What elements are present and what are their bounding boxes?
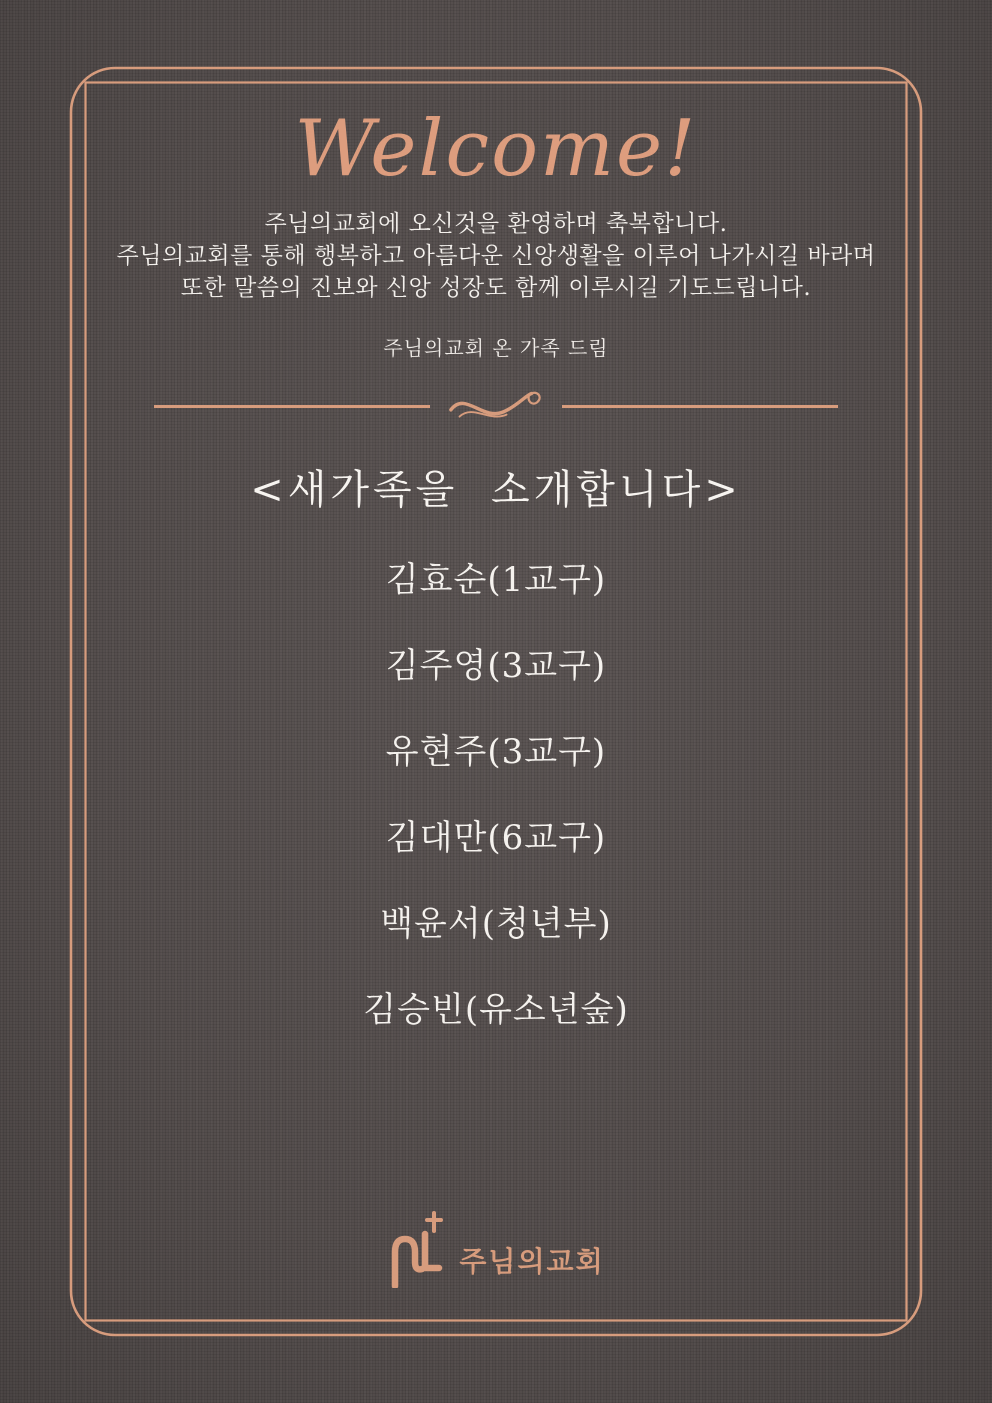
welcome-message bbox=[0, 208, 992, 304]
church-name: 주님의교회 bbox=[459, 1245, 605, 1278]
cross-icon bbox=[427, 1213, 441, 1231]
church-logo bbox=[0, 1210, 992, 1288]
new-family-heading: <새가족을 소개합니다> bbox=[250, 467, 742, 513]
divider-line-right bbox=[562, 405, 838, 408]
welcome-message-line: 또한 말씀의 진보와 신앙 성장도 함께 이루시길 기도드립니다. bbox=[180, 275, 812, 301]
welcome-message-line: 주님의교회에 오신것을 환영하며 축복합니다. bbox=[264, 211, 728, 237]
sender-line: 주님의교회 온 가족 드림 bbox=[383, 336, 609, 360]
flourish-swirl-icon bbox=[448, 384, 544, 428]
member-item: 유현주(3교구) bbox=[385, 732, 607, 772]
member-item: 김승빈(유소년숲) bbox=[363, 990, 629, 1030]
divider bbox=[0, 384, 992, 428]
divider-line-left bbox=[154, 405, 430, 408]
member-item: 백윤서(청년부) bbox=[380, 904, 612, 944]
welcome-title: Welcome! bbox=[294, 104, 698, 194]
member-item: 김대만(6교구) bbox=[385, 818, 607, 858]
member-item: 김주영(3교구) bbox=[385, 646, 607, 686]
church-monogram-icon bbox=[387, 1210, 449, 1288]
member-list bbox=[0, 537, 992, 1053]
member-item: 김효순(1교구) bbox=[385, 560, 607, 600]
welcome-message-line: 주님의교회를 통해 행복하고 아름다운 신앙생활을 이루어 나가시길 바라며 bbox=[116, 243, 876, 269]
